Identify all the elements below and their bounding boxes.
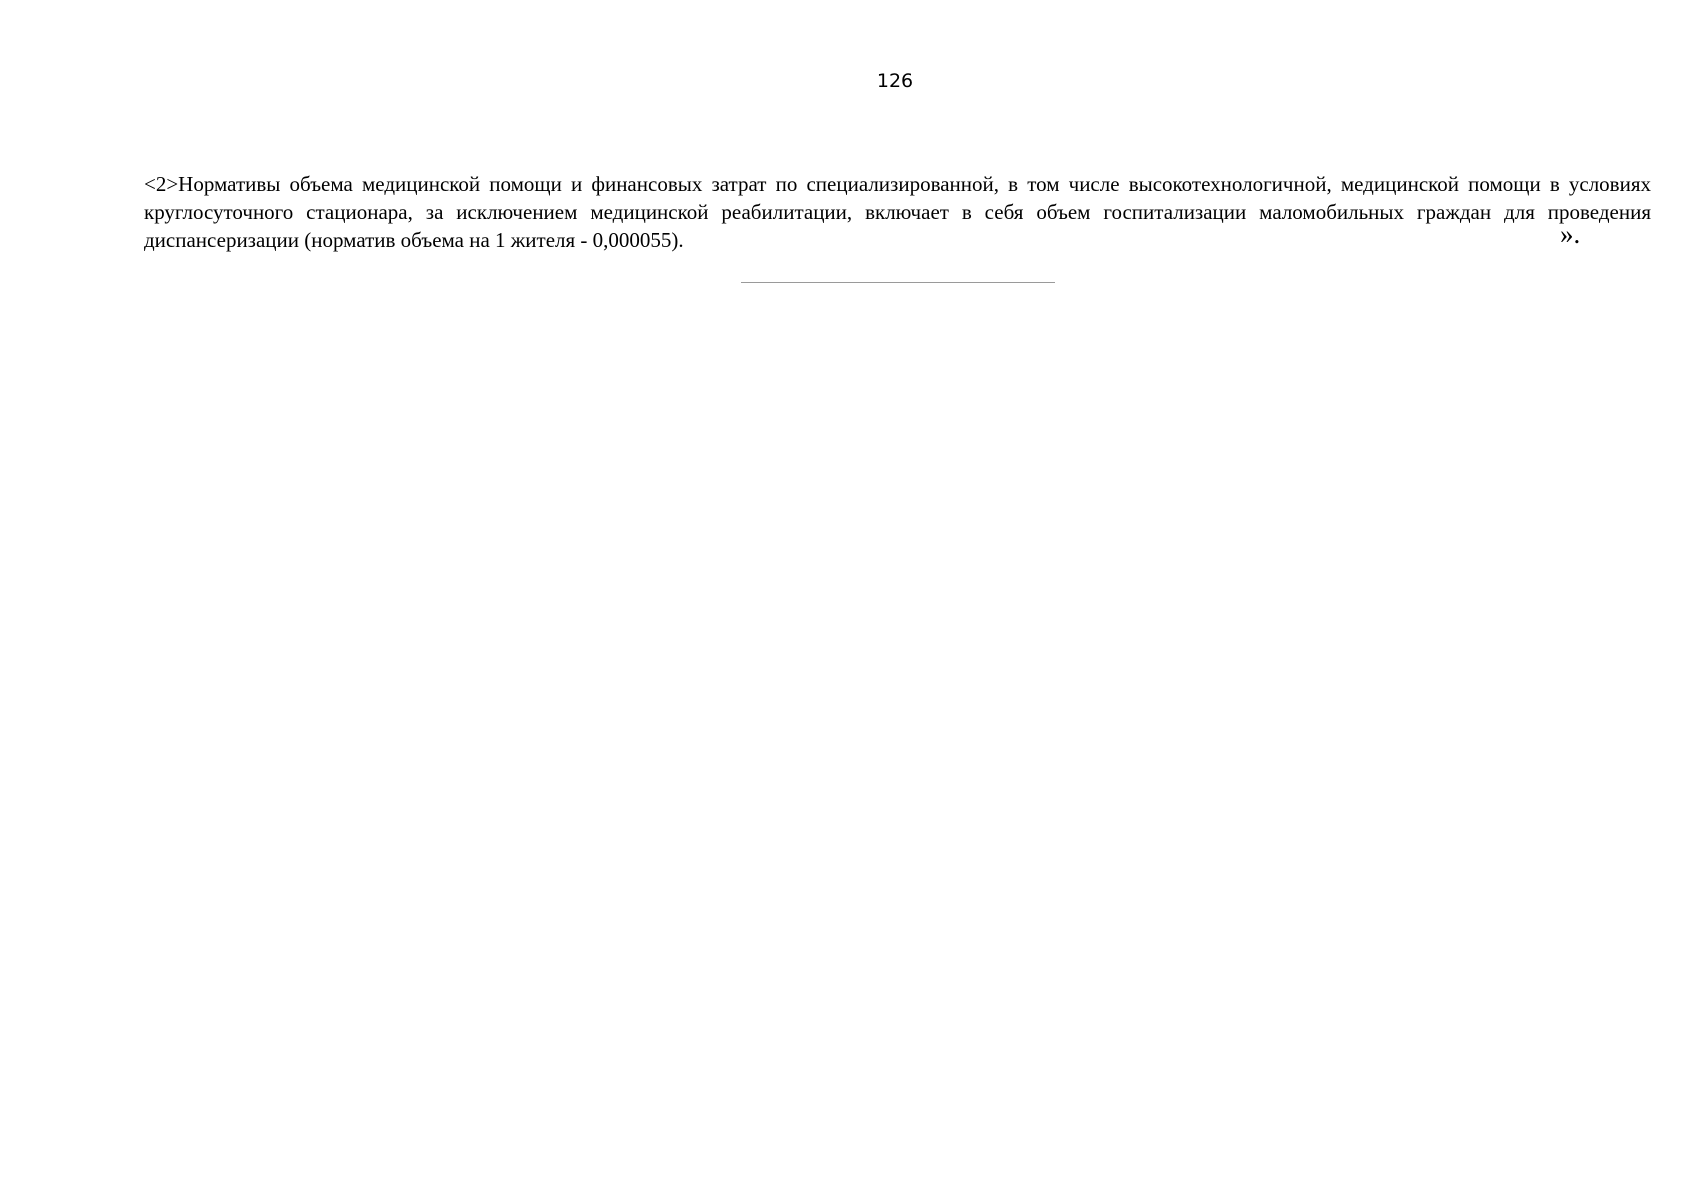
closing-quote: ». bbox=[1560, 219, 1581, 249]
footnote-paragraph bbox=[144, 170, 1651, 254]
page-number: 126 bbox=[876, 70, 914, 92]
separator-line bbox=[741, 282, 1055, 283]
footnote-text: <2>Нормативы объема медицинской помощи и финансовых затрат по специализированной, в том числе высокотехнологичной, медицинской помощи в условиях круглосуточного стационара, за исключением медицинской реабилитации, включает в себя объем госпитализации маломобильных граждан для проведения диспансеризации (норматив объема на 1 жителя - 0,000055). bbox=[144, 172, 1651, 252]
